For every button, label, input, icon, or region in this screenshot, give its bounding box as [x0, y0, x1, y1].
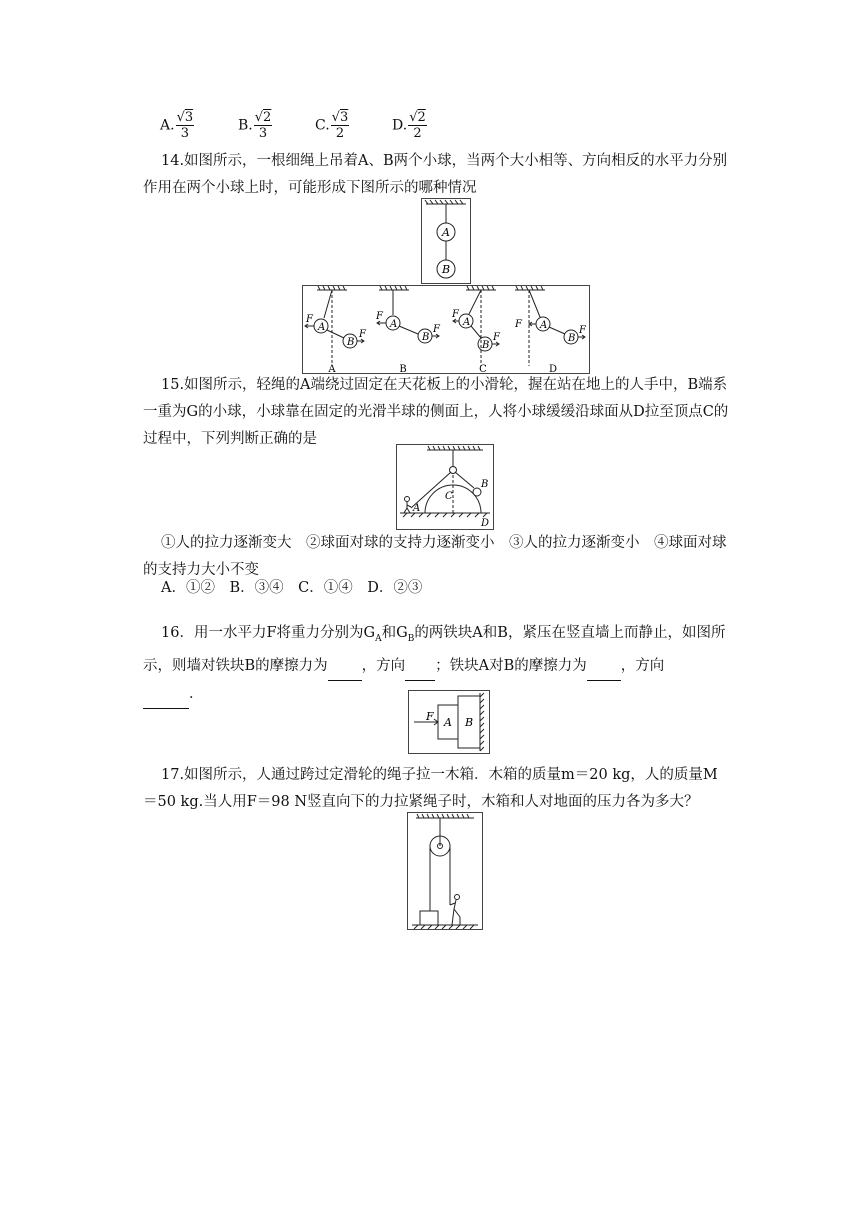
svg-text:F: F: [452, 309, 459, 320]
svg-text:B: B: [481, 479, 489, 490]
ball-b-label: B: [441, 263, 451, 276]
choice-label-a: A: [328, 364, 336, 373]
q16-question: 16．用一水平力F将重力分别为$G_A$和$G_B$的两铁块A和B，紧压在竖直墙上而静止，如图所示，则墙对铁块B的摩擦力为 ，方向 ；铁块A对B的摩擦力为 ，方向 ．: [143, 620, 731, 709]
svg-text:A: A: [444, 716, 452, 729]
q14-main-figure: [421, 198, 471, 284]
q17-question: 17.如图所示，人通过跨过定滑轮的绳子拉一木箱．木箱的质量m＝20 kg，人的质量M＝50 kg.当人用F＝98 N竖直向下的力拉紧绳子时，木箱和人对地面的压力各为多大？: [143, 767, 718, 810]
svg-text:A: A: [540, 320, 548, 331]
q13-option-a: A. $\frac{√3}{3}$: [160, 110, 194, 141]
svg-text:F: F: [493, 332, 500, 343]
q15-figure: [396, 444, 494, 530]
svg-text:F: F: [515, 319, 522, 330]
q14-choice-figures: [302, 285, 590, 374]
svg-text:D: D: [481, 518, 490, 529]
svg-text:C: C: [445, 491, 453, 502]
svg-text:B: B: [347, 337, 355, 348]
ball-a-label: A: [442, 226, 450, 239]
answer-blank-2[interactable]: [405, 653, 435, 681]
q13-option-b: B. $\frac{√2}{3}$: [238, 110, 272, 141]
answer-blank-3[interactable]: [587, 653, 621, 681]
q17-figure: [407, 812, 483, 930]
q15-question: 15.如图所示，轻绳的A端绕过固定在天花板上的小滑轮，握在站在地上的人手中，B端系一重为G的小球，小球靠在固定的光滑半球的侧面上，人将小球缓缓沿球面从D拉至顶点C的过程中，下列判断正确的是: [143, 377, 729, 447]
q13-option-d: D. $\frac{√2}{2}$: [392, 110, 426, 141]
q16-figure: [408, 690, 490, 754]
svg-text:B: B: [482, 340, 490, 351]
svg-text:A: A: [413, 503, 421, 514]
q13-option-c: C. $\frac{√3}{2}$: [315, 110, 349, 141]
answer-blank-1[interactable]: [328, 653, 362, 681]
svg-text:A: A: [463, 317, 471, 328]
choice-label-b: B: [399, 364, 407, 373]
svg-text:A: A: [390, 319, 398, 330]
svg-text:F: F: [579, 325, 586, 336]
svg-text:F: F: [376, 311, 383, 322]
svg-text:F: F: [359, 329, 366, 340]
svg-text:F: F: [306, 314, 313, 325]
svg-text:B: B: [422, 332, 430, 343]
svg-text:B: B: [568, 333, 576, 344]
q15-statements: ①人的拉力逐渐变大 ②球面对球的支持力逐渐变小 ③人的拉力逐渐变小 ④球面对球的支持力大小不变: [143, 535, 727, 578]
choice-label-d: D: [548, 364, 558, 373]
choice-label-c: C: [479, 364, 487, 373]
svg-text:F: F: [426, 710, 434, 723]
answer-blank-4[interactable]: [143, 681, 189, 709]
svg-text:F: F: [433, 324, 440, 335]
q14-question: 14.如图所示，一根细绳上吊着A、B两个小球，当两个大小相等、方向相反的水平力分别作用在两个小球上时，可能形成下图所示的哪种情况: [143, 153, 728, 196]
svg-text:B: B: [465, 716, 474, 729]
q15-options: A．①② B．③④ C．①④ D．②③: [161, 580, 423, 596]
svg-text:A: A: [318, 322, 326, 333]
